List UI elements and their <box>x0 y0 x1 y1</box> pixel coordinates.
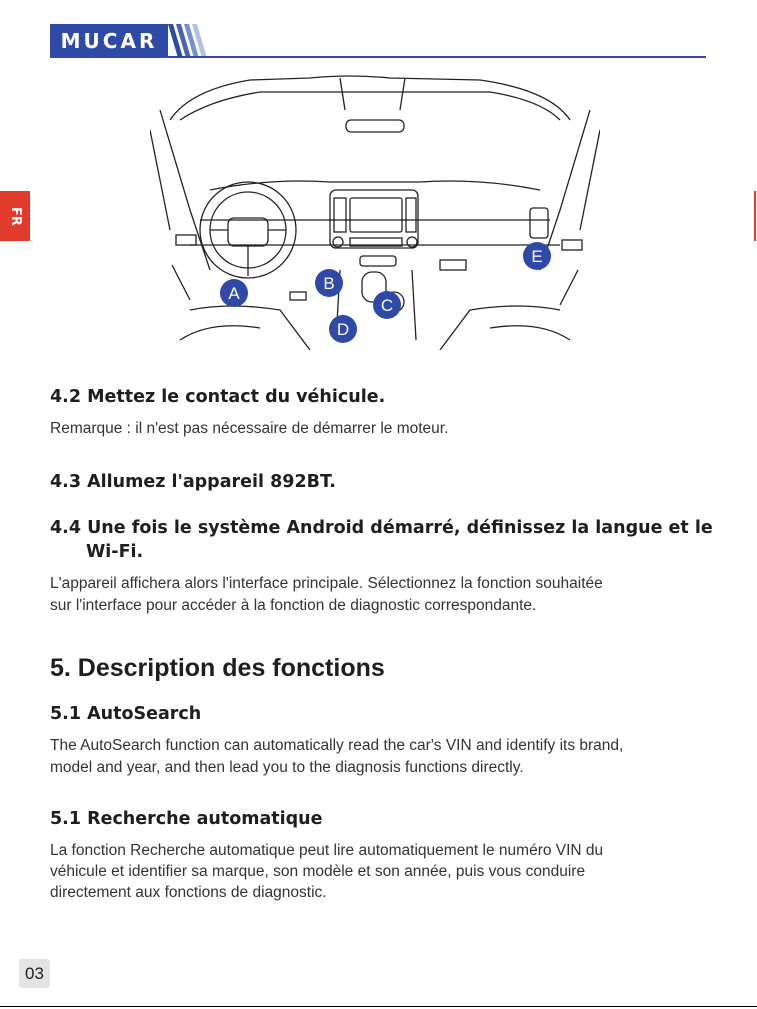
paragraph-4-2: Remarque : il n'est pas nécessaire de démarrer le moteur. <box>50 420 449 437</box>
paragraph-5-1-fr-line1: La fonction Recherche automatique peut lire automatiquement le numéro VIN du <box>50 842 604 859</box>
brand-logo-text: MUCAR <box>60 29 158 53</box>
callout-d <box>329 315 357 343</box>
svg-text:C: C <box>380 296 394 315</box>
paragraph-5-1-en-line2: model and year, and then lead you to the diagnosis functions directly. <box>50 759 524 776</box>
paragraph-4-4-line1: L'appareil affichera alors l'interface principale. Sélectionnez la fonction souhaitée <box>50 575 603 592</box>
callout-layer <box>0 0 757 360</box>
svg-text:E: E <box>531 247 543 266</box>
svg-text:B: B <box>323 274 335 293</box>
heading-5-1-fr: 5.1 Recherche automatique <box>50 809 323 829</box>
paragraph-5-1-en-line1: The AutoSearch function can automatically read the car's VIN and identify its brand, <box>50 737 624 754</box>
callout-b <box>315 269 343 297</box>
language-tab-label: FR <box>7 206 23 226</box>
heading-4-3: 4.3 Allumez l'appareil 892BT. <box>50 472 336 492</box>
bottom-rule <box>0 1006 757 1007</box>
page-number-text: 03 <box>25 963 44 983</box>
callout-a <box>220 279 248 307</box>
heading-4-4-line1: 4.4 Une fois le système Android démarré, définissez la langue et le <box>50 518 713 538</box>
page-number <box>19 959 50 988</box>
paragraph-5-1-fr-line3: directement aux fonctions de diagnostic. <box>50 884 327 901</box>
heading-4-4-line2: Wi-Fi. <box>86 542 144 562</box>
heading-4-2: 4.2 Mettez le contact du véhicule. <box>50 387 386 407</box>
callout-c <box>373 291 401 319</box>
callout-e <box>523 242 551 270</box>
paragraph-5-1-fr-line2: véhicule et identifier sa marque, son modèle et son année, puis vous conduire <box>50 863 586 880</box>
chapter-title: 5. Description des fonctions <box>50 654 385 682</box>
svg-text:D: D <box>336 320 350 339</box>
svg-text:A: A <box>228 284 240 303</box>
heading-5-1-en: 5.1 AutoSearch <box>50 704 202 724</box>
paragraph-4-4-line2: sur l'interface pour accéder à la fonction de diagnostic correspondante. <box>50 597 537 614</box>
